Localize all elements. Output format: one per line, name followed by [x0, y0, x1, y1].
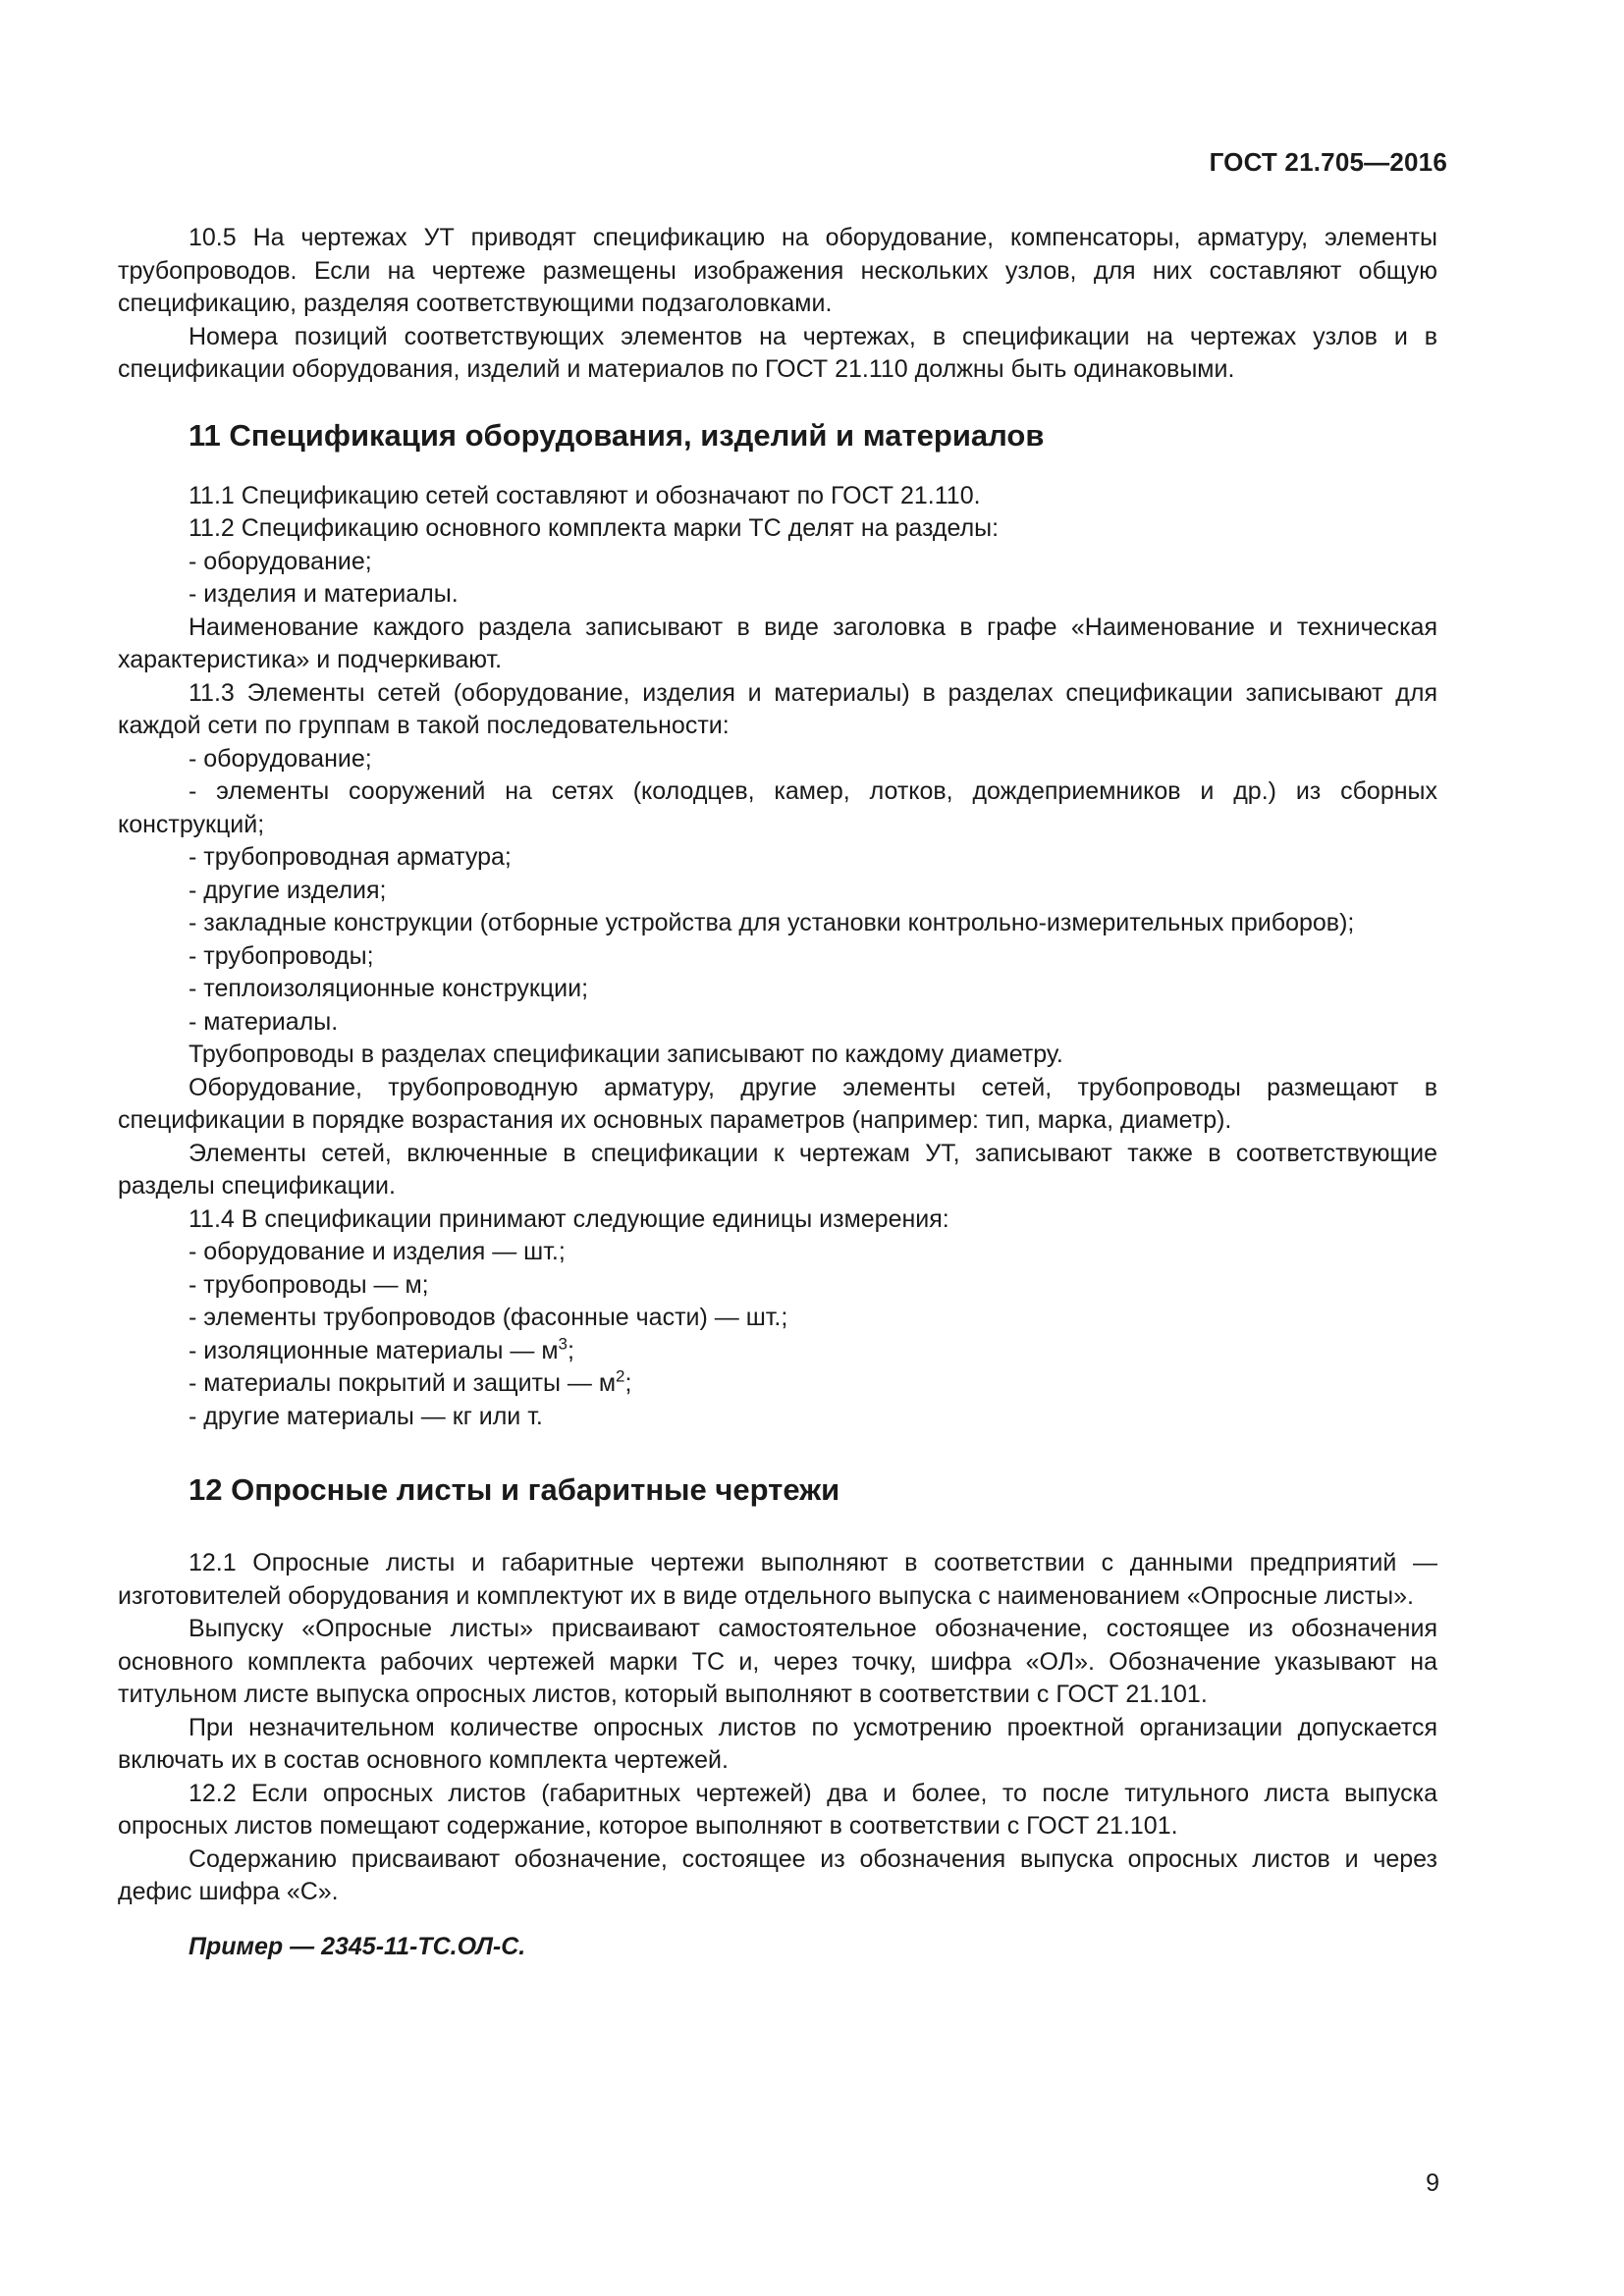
paragraph-ut-elements: Элементы сетей, включенные в спецификации к чертежам УТ, записывают также в соответствующие разделы спецификации.: [118, 1139, 1437, 1200]
page-number: 9: [1426, 2169, 1439, 2197]
section-12-heading: 12 Опросные листы и габаритные чертежи: [189, 1472, 840, 1507]
clause-11-1: 11.1 Спецификацию сетей составляют и обозначают по ГОСТ 21.110.: [189, 481, 981, 509]
list-item: - трубопроводная арматура;: [189, 843, 512, 871]
list-item-insulation: [118, 1335, 1437, 1368]
list-item: - закладные конструкции (отборные устройства для установки контрольно-измерительных приборов);: [189, 909, 1355, 936]
list-item: - оборудование;: [189, 744, 372, 773]
list-item-text: - изоляционные материалы — м: [189, 1336, 559, 1364]
example-line: Пример — 2345-11-ТС.ОЛ-С.: [189, 1932, 526, 1960]
clause-12-2: 12.2 Если опросных листов (габаритных чертежей) два и более, то после титульного листа выпуска опросных листов помещают содержание, которое выполняют в соответствии с ГОСТ 21.101.: [118, 1779, 1437, 1840]
clause-11-2: 11.2 Спецификацию основного комплекта марки ТС делят на разделы:: [189, 514, 1000, 542]
unit-exponent: 2: [616, 1366, 625, 1386]
list-item: - теплоизоляционные конструкции;: [189, 975, 589, 1002]
list-item: - элементы сооружений на сетях (колодцев, камер, лотков, дождеприемников и др.) из сборных конструкций;: [118, 777, 1437, 838]
paragraph-ordering: Оборудование, трубопроводную арматуру, другие элементы сетей, трубопроводы размещают в спецификации в порядке возрастания их основных параметров (например: тип, марка, диаметр).: [118, 1073, 1437, 1134]
paragraph-contents-designation: Содержанию присваивают обозначение, состоящее из обозначения выпуска опросных листов и через дефис шифра «С».: [118, 1844, 1437, 1905]
unit-exponent: 3: [558, 1334, 568, 1354]
list-item-coatings: [118, 1367, 1437, 1401]
paragraph-section-naming: Наименование каждого раздела записывают в виде заголовка в графе «Наименование и техническая характеристика» и подчеркивают.: [118, 613, 1437, 673]
section-11-heading: 11 Спецификация оборудования, изделий и материалов: [189, 417, 1045, 453]
paragraph-release-designation: Выпуску «Опросные листы» присваивают самостоятельное обозначение, состоящее из обозначения основного комплекта рабочих чертежей марки ТС и, через точку, шифра «ОЛ». Обозначение указывают на титульном листе выпуска опросных листов, который выполняют в соответствии с ГОСТ 21.101.: [118, 1615, 1437, 1708]
clause-11-4: 11.4 В спецификации принимают следующие единицы измерения:: [189, 1204, 949, 1233]
list-item: - трубопроводы;: [189, 941, 374, 970]
list-item: - изделия и материалы.: [189, 580, 459, 608]
list-item-end: ;: [624, 1369, 632, 1397]
list-item: - другие материалы — кг или т.: [189, 1402, 543, 1430]
list-item: - оборудование и изделия — шт.;: [189, 1238, 566, 1265]
paragraph-small-quantity: При незначительном количестве опросных листов по усмотрению проектной организации допускается включать их в состав основного комплекта чертежей.: [118, 1713, 1437, 1774]
paragraph-position-numbers: Номера позиций соответствующих элементов на чертежах, в спецификации на чертежах узлов и в спецификации оборудования, изделий и материалов по ГОСТ 21.110 должны быть одинаковыми.: [118, 322, 1437, 383]
document-code: ГОСТ 21.705—2016: [1209, 147, 1447, 177]
paragraph-10-5: 10.5 На чертежах УТ приводят спецификацию на оборудование, компенсаторы, арматуру, элементы трубопроводов. Если на чертеже размещены изображения нескольких узлов, для них составляют общую спецификацию, разделяя соответствующими подзаголовками.: [118, 224, 1437, 317]
page-content: [118, 222, 1437, 1963]
list-item-text: - материалы покрытий и защиты — м: [189, 1369, 617, 1397]
clause-12-1: 12.1 Опросные листы и габаритные чертежи выполняют в соответствии с данными предприятий — изготовителей оборудования и комплектуют их в виде отдельного выпуска с наименованием «Опросные листы».: [118, 1549, 1437, 1610]
list-item: - трубопроводы — м;: [189, 1270, 429, 1299]
list-item: - элементы трубопроводов (фасонные части) — шт.;: [189, 1304, 788, 1331]
list-item: - другие изделия;: [189, 876, 387, 904]
list-item: - материалы.: [189, 1007, 339, 1036]
list-item-end: ;: [568, 1336, 574, 1364]
paragraph-pipelines-by-diameter: Трубопроводы в разделах спецификации записывают по каждому диаметру.: [189, 1041, 1063, 1068]
clause-11-3: 11.3 Элементы сетей (оборудование, изделия и материалы) в разделах спецификации записывают для каждой сети по группам в такой последовательности:: [118, 678, 1437, 739]
list-item: - оборудование;: [189, 547, 372, 575]
